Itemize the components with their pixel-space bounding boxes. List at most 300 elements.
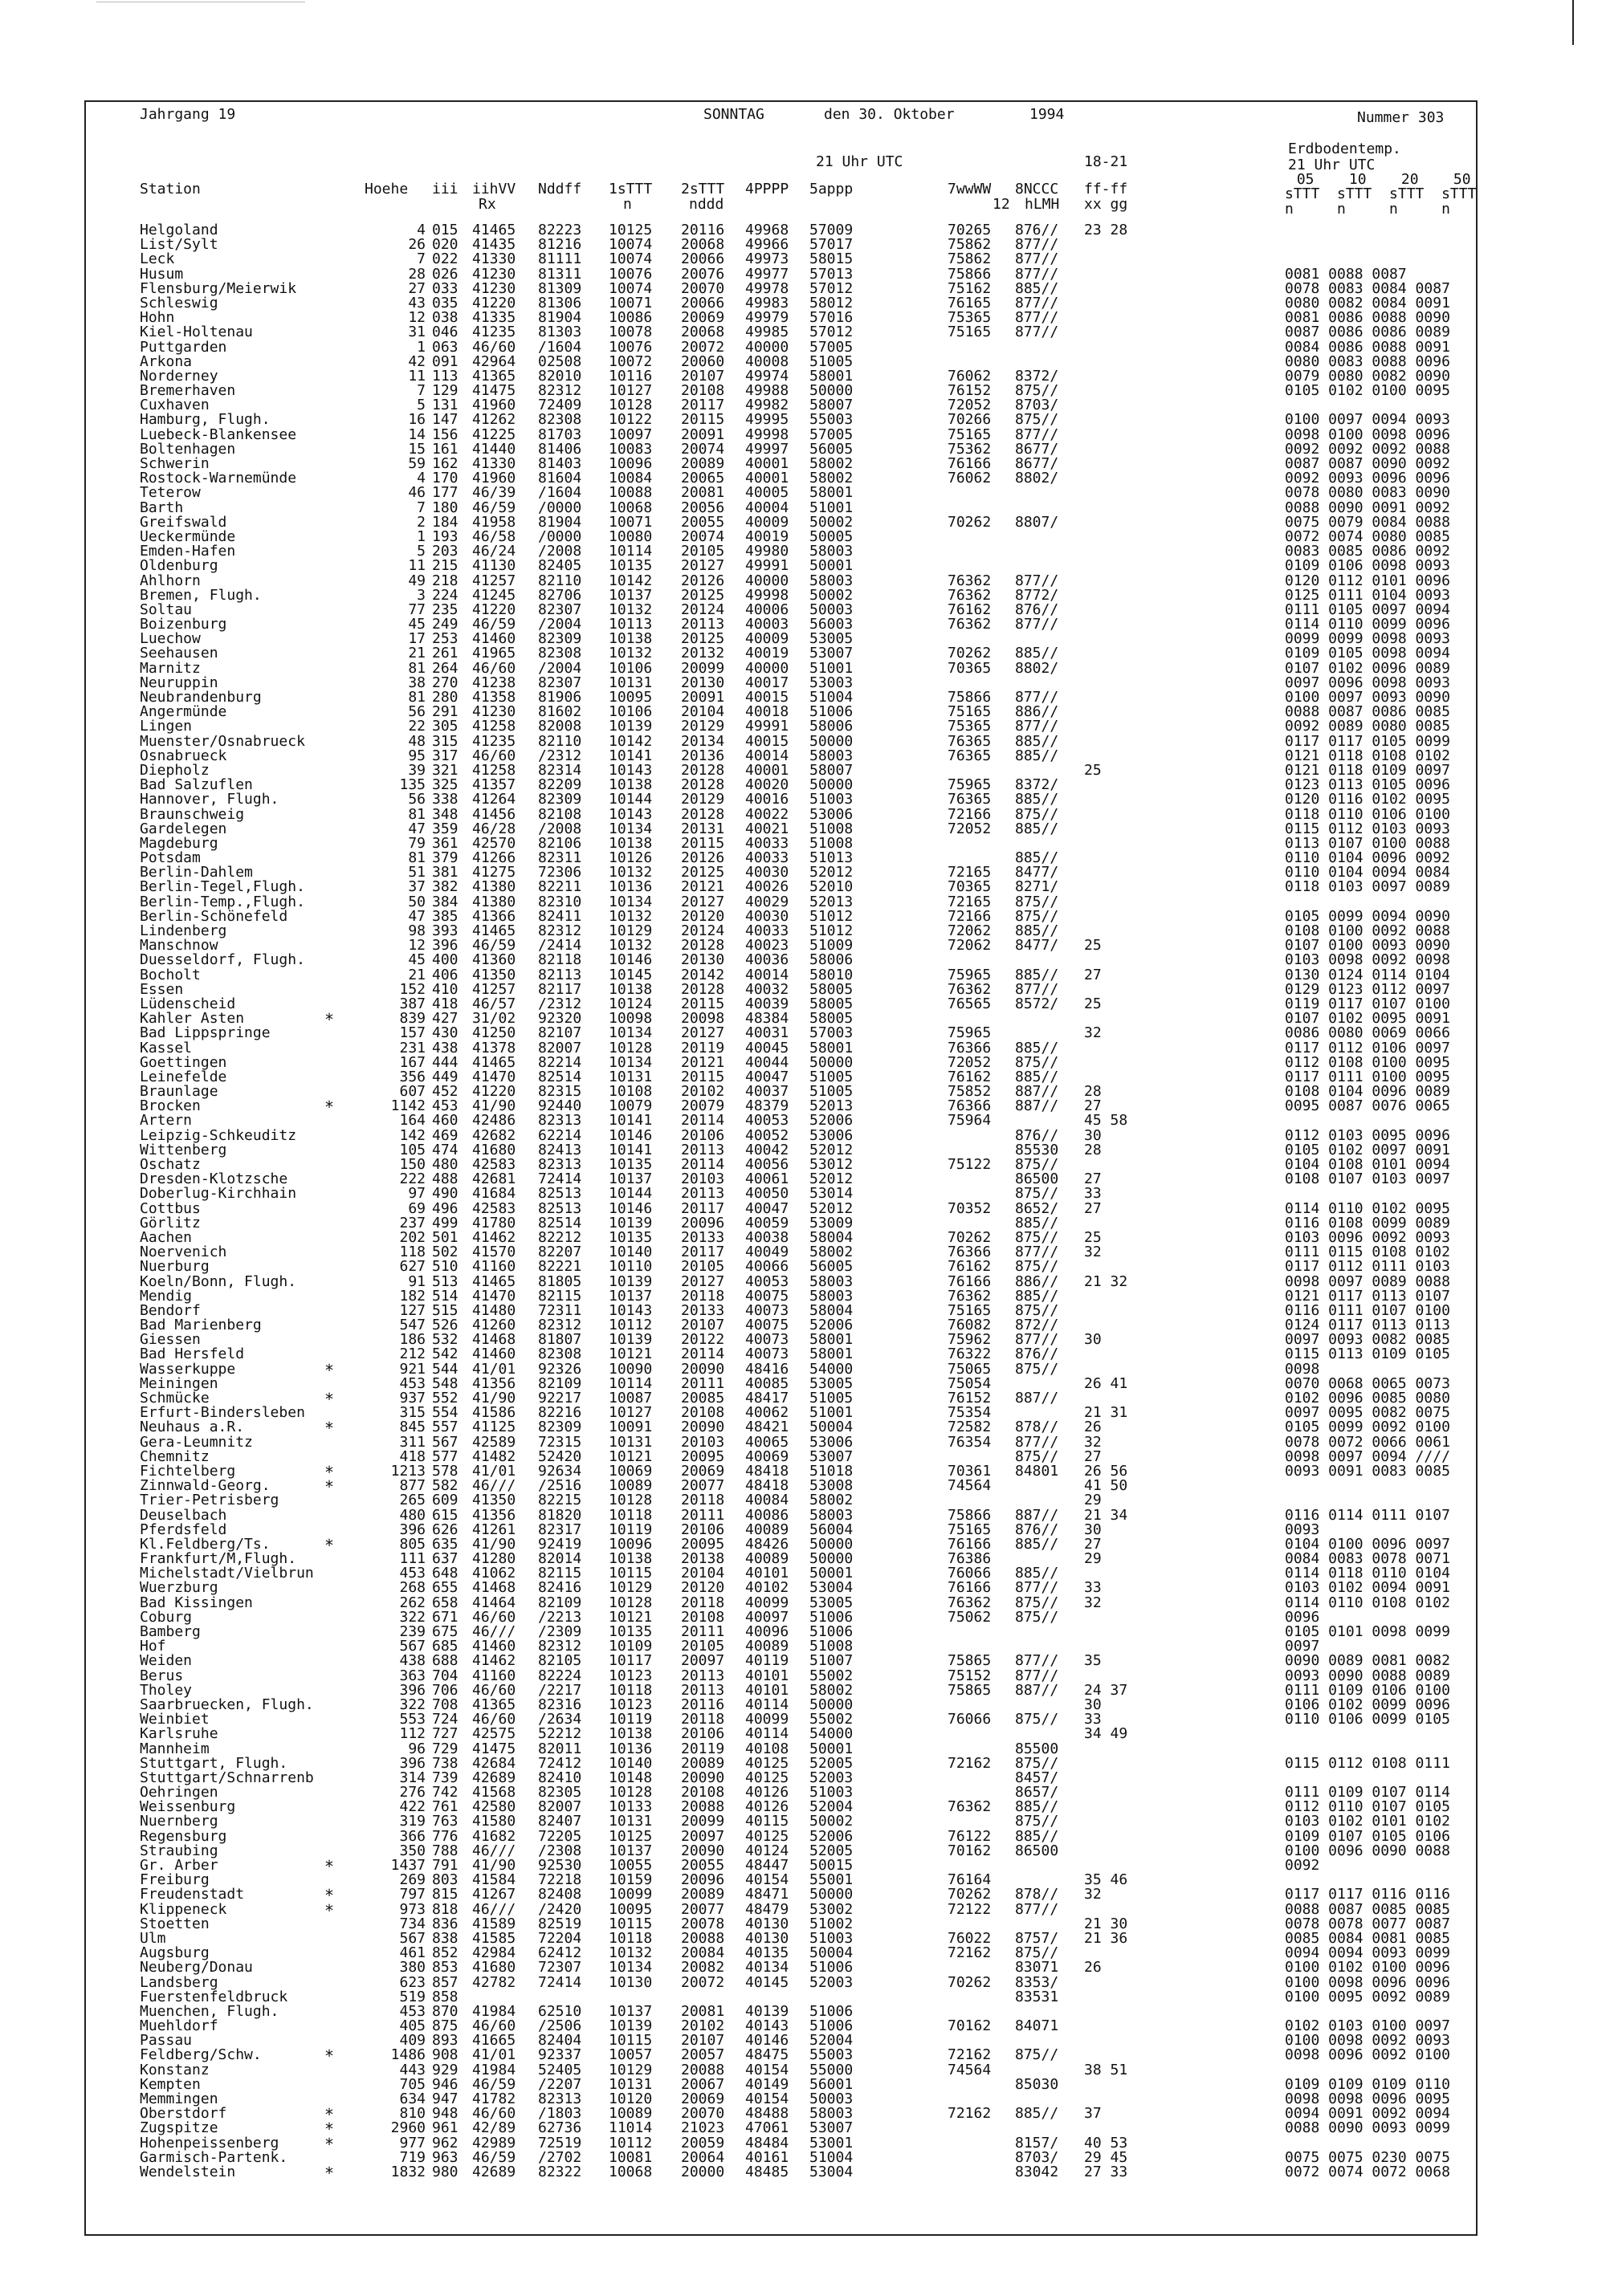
table-row: [0, 1857, 1606, 1876]
hoehe: 69: [408, 1199, 426, 1217]
hoehe: 212: [399, 1345, 426, 1363]
weather-7wwww: 76066: [948, 1711, 992, 1728]
station-id: 147: [432, 411, 459, 429]
iihvv: 41589: [472, 1915, 516, 1932]
mountain-star: *: [324, 1462, 335, 1482]
weather-7wwww: 76354: [948, 1433, 992, 1451]
temp-1sttt: 10137: [609, 1287, 653, 1305]
station-name: Neuberg/Donau: [140, 1959, 253, 1976]
pressure-4pppp: 40053: [745, 1272, 789, 1290]
iihvv: 41235: [472, 732, 516, 750]
station-id: 091: [432, 352, 459, 370]
weather-7wwww: 72062: [948, 937, 992, 955]
station-name: Bad Kissingen: [140, 1594, 253, 1611]
nddff: 81805: [538, 1272, 582, 1290]
hoehe: 453: [399, 2002, 426, 2020]
nddff: 82110: [538, 732, 582, 750]
hoehe: 405: [399, 2017, 426, 2035]
temp-1sttt: 10109: [609, 1638, 653, 1655]
temp-2sttt: 20120: [681, 1579, 725, 1597]
tendency-5appp: 50001: [809, 1740, 854, 1757]
nddff: /0000: [538, 527, 582, 545]
iihvv: 41480: [472, 1301, 516, 1319]
temp-2sttt: 20108: [681, 1608, 725, 1626]
tendency-5appp: 53005: [809, 1594, 854, 1611]
gust-ff: 27: [1084, 1447, 1102, 1465]
temp-2sttt: 20072: [681, 338, 725, 356]
clouds-8nccc: 875//: [1015, 2046, 1059, 2064]
nddff: 82309: [538, 630, 582, 648]
station-id: 708: [432, 1696, 459, 1713]
station-name: Kassel: [140, 1039, 193, 1056]
station-name: Gera-Leumnitz: [140, 1433, 253, 1451]
iihvv: 46///: [472, 1900, 516, 1918]
clouds-8nccc: 875//: [1015, 1156, 1059, 1173]
pressure-4pppp: 48418: [745, 1462, 789, 1480]
clouds-8nccc: 885//: [1015, 966, 1059, 983]
nddff: 81403: [538, 455, 582, 472]
station-name: Bad Salzuflen: [140, 776, 253, 794]
weather-7wwww: 75365: [948, 309, 992, 327]
clouds-8nccc: 875//: [1015, 1360, 1059, 1378]
pressure-4pppp: 40096: [745, 1623, 789, 1640]
clouds-8nccc: 8757/: [1015, 1929, 1059, 1947]
tendency-5appp: 52012: [809, 1199, 854, 1217]
tendency-5appp: 51006: [809, 1959, 854, 1976]
station-id: 609: [432, 1492, 459, 1509]
tendency-5appp: 52006: [809, 1827, 854, 1845]
temp-1sttt: 10136: [609, 1740, 653, 1757]
iihvv: 41470: [472, 1068, 516, 1085]
temp-1sttt: 10141: [609, 1112, 653, 1130]
temp-1sttt: 10119: [609, 1520, 653, 1538]
weather-7wwww: 76162: [948, 1068, 992, 1085]
station-name: Saarbruecken, Flugh.: [140, 1696, 314, 1713]
station-name: Giessen: [140, 1331, 201, 1349]
weather-7wwww: 76366: [948, 1097, 992, 1115]
station-name: Potsdam: [140, 849, 201, 867]
iihvv: 41378: [472, 1039, 516, 1056]
iihvv: 41456: [472, 805, 516, 823]
temp-2sttt: 20117: [681, 397, 725, 414]
station-id: 325: [432, 776, 459, 794]
station-name: Zinnwald-Georg.: [140, 1477, 271, 1495]
clouds-8nccc: 877//: [1015, 324, 1059, 341]
temp-1sttt: 10121: [609, 1345, 653, 1363]
soil-temps: 0105 0102 0100 0095: [1285, 382, 1450, 400]
temp-1sttt: 10108: [609, 1083, 653, 1101]
station-name: Boltenhagen: [140, 440, 236, 458]
station-name: Berus: [140, 1667, 184, 1684]
temp-1sttt: 10131: [609, 1813, 653, 1830]
station-name: Oberstdorf: [140, 2105, 227, 2123]
nddff: 81309: [538, 279, 582, 297]
station-id: 963: [432, 2148, 459, 2166]
pressure-4pppp: 40154: [745, 2090, 789, 2107]
issue-number: Nummer 303: [1357, 109, 1445, 126]
soil-temps: 0092 0089 0080 0085: [1285, 718, 1450, 735]
clouds-8nccc: 885//: [1015, 1535, 1059, 1553]
mountain-star: *: [324, 2163, 335, 2183]
clouds-8nccc: 875//: [1015, 382, 1059, 400]
hoehe: 453: [399, 1565, 426, 1582]
station-id: 893: [432, 2032, 459, 2050]
iihvv: 41782: [472, 2090, 516, 2107]
pressure-4pppp: 40037: [745, 1083, 789, 1101]
pressure-4pppp: 49998: [745, 425, 789, 443]
temp-1sttt: 10116: [609, 367, 653, 385]
pressure-4pppp: 40023: [745, 937, 789, 955]
station-id: 671: [432, 1608, 459, 1626]
station-name: Görlitz: [140, 1214, 201, 1231]
iihvv: 41/90: [472, 1390, 516, 1407]
temp-2sttt: 20078: [681, 1915, 725, 1932]
station-name: Leipzig-Schkeuditz: [140, 1126, 297, 1144]
iihvv: 41460: [472, 630, 516, 648]
station-name: Diepholz: [140, 761, 210, 779]
clouds-8nccc: 8657/: [1015, 1784, 1059, 1801]
station-id: 264: [432, 659, 459, 677]
tendency-5appp: 58002: [809, 1244, 854, 1261]
clouds-8nccc: 875//: [1015, 1754, 1059, 1772]
pressure-4pppp: 40099: [745, 1711, 789, 1728]
station-name: Feldberg/Schw.: [140, 2046, 262, 2064]
tendency-5appp: 58003: [809, 1272, 854, 1290]
nddff: 82404: [538, 2032, 582, 2050]
station-id: 315: [432, 732, 459, 750]
nddff: 72414: [538, 1973, 582, 1991]
temp-1sttt: 10098: [609, 1010, 653, 1028]
pressure-4pppp: 40108: [745, 1740, 789, 1757]
pressure-4pppp: 48379: [745, 1097, 789, 1115]
tendency-5appp: 58002: [809, 1492, 854, 1509]
station-name: Noervenich: [140, 1244, 227, 1261]
temp-2sttt: 20077: [681, 1477, 725, 1495]
temp-1sttt: 10132: [609, 907, 653, 925]
pressure-4pppp: 49991: [745, 557, 789, 575]
pressure-4pppp: 49977: [745, 265, 789, 283]
station-id: 046: [432, 324, 459, 341]
soil-temps: 0099 0099 0098 0093: [1285, 630, 1450, 648]
nddff: 81703: [538, 425, 582, 443]
station-id: 393: [432, 922, 459, 939]
clouds-8nccc: 875//: [1015, 893, 1059, 910]
temp-1sttt: 10112: [609, 2134, 653, 2151]
iihvv: 41580: [472, 1813, 516, 1830]
temp-2sttt: 20127: [681, 1024, 725, 1042]
gust-ff: 29: [1084, 1492, 1102, 1509]
temp-1sttt: 10123: [609, 1696, 653, 1713]
hoehe: 26: [408, 236, 426, 254]
weather-7wwww: 70265: [948, 222, 992, 238]
iihvv: 41160: [472, 1667, 516, 1684]
clouds-8nccc: 878//: [1015, 1886, 1059, 1903]
weather-7wwww: 75866: [948, 265, 992, 283]
temp-1sttt: 10141: [609, 747, 653, 764]
nddff: 82309: [538, 791, 582, 808]
hoehe: 186: [399, 1331, 426, 1349]
weather-7wwww: 75165: [948, 324, 992, 341]
soil-temps: 0097 0095 0082 0075: [1285, 1404, 1450, 1422]
table-row: [0, 2046, 1606, 2066]
iihvv: 41/01: [472, 2046, 516, 2064]
clouds-8nccc: 885//: [1015, 732, 1059, 750]
station-id: 161: [432, 440, 459, 458]
station-name: Kempten: [140, 2075, 201, 2093]
hoehe: 262: [399, 1594, 426, 1611]
iihvv: 41356: [472, 1374, 516, 1392]
station-id: 788: [432, 1842, 459, 1859]
station-id: 510: [432, 1258, 459, 1276]
hoehe: 810: [399, 2105, 426, 2123]
nddff: 82413: [538, 1141, 582, 1158]
temp-2sttt: 20103: [681, 1170, 725, 1188]
tendency-5appp: 53005: [809, 1374, 854, 1392]
tendency-5appp: 53006: [809, 1126, 854, 1144]
pressure-4pppp: 40084: [745, 1492, 789, 1509]
iihvv: 41230: [472, 279, 516, 297]
temp-1sttt: 10127: [609, 1404, 653, 1422]
table-row: [0, 1347, 1606, 1362]
iihvv: 42989: [472, 2134, 516, 2151]
soil-temps: 0084 0083 0078 0071: [1285, 1550, 1450, 1568]
nddff: 72412: [538, 1754, 582, 1772]
clouds-8nccc: 887//: [1015, 1506, 1059, 1524]
weather-7wwww: 72165: [948, 893, 992, 910]
temp-2sttt: 20114: [681, 1156, 725, 1173]
nddff: 82514: [538, 1068, 582, 1085]
mountain-star: *: [324, 2105, 335, 2125]
pressure-4pppp: 40119: [745, 1652, 789, 1670]
temp-2sttt: 20111: [681, 1374, 725, 1392]
temp-1sttt: 10134: [609, 893, 653, 910]
tendency-5appp: 55000: [809, 2061, 854, 2078]
range-label: 18-21: [1084, 153, 1128, 170]
weather-7wwww: 75062: [948, 1608, 992, 1626]
temp-1sttt: 10140: [609, 1754, 653, 1772]
iihvv: 46/60: [472, 1608, 516, 1626]
tendency-5appp: 53006: [809, 805, 854, 823]
weather-7wwww: 75365: [948, 718, 992, 735]
tendency-5appp: 51005: [809, 1390, 854, 1407]
tendency-5appp: 50000: [809, 382, 854, 400]
nddff: 82315: [538, 1083, 582, 1101]
nddff: 81904: [538, 513, 582, 531]
temp-2sttt: 20119: [681, 1039, 725, 1056]
hoehe: 81: [408, 849, 426, 867]
station-id: 430: [432, 1024, 459, 1042]
soil-temps: 0116 0114 0111 0107: [1285, 1506, 1450, 1524]
soil-temps: 0100 0098 0092 0093: [1285, 2032, 1450, 2050]
station-id: 218: [432, 572, 459, 589]
iihvv: 41357: [472, 776, 516, 794]
soil-temps: 0108 0100 0092 0088: [1285, 922, 1450, 939]
iihvv: 42984: [472, 1944, 516, 1962]
station-id: 980: [432, 2163, 459, 2180]
temp-1sttt: 10115: [609, 1915, 653, 1932]
station-id: 193: [432, 527, 459, 545]
pressure-4pppp: 40062: [745, 1404, 789, 1422]
iihvv: 46///: [472, 1623, 516, 1640]
iihvv: 41245: [472, 586, 516, 604]
pressure-4pppp: 40032: [745, 980, 789, 998]
station-id: 578: [432, 1462, 459, 1480]
iihvv: 41584: [472, 1871, 516, 1889]
table-row: [0, 238, 1606, 252]
temp-2sttt: 20133: [681, 1228, 725, 1246]
station-name: Emden-Hafen: [140, 543, 236, 560]
tendency-5appp: 58010: [809, 966, 854, 983]
temp-1sttt: 10138: [609, 1550, 653, 1568]
tendency-5appp: 52013: [809, 1097, 854, 1115]
station-id: 704: [432, 1667, 459, 1684]
soil-temps: 0080 0082 0084 0091: [1285, 294, 1450, 311]
pressure-4pppp: 49988: [745, 382, 789, 400]
tendency-5appp: 58003: [809, 1506, 854, 1524]
hoehe: 877: [399, 1477, 426, 1495]
hoehe: 1832: [390, 2163, 426, 2180]
gust-ff: 25: [1084, 761, 1102, 779]
iihvv: 41350: [472, 1492, 516, 1509]
temp-2sttt: 20060: [681, 352, 725, 370]
temp-2sttt: 20099: [681, 1813, 725, 1830]
hoehe: 202: [399, 1228, 426, 1246]
pressure-4pppp: 40033: [745, 922, 789, 939]
tendency-5appp: 53014: [809, 1185, 854, 1203]
iihvv: 42682: [472, 1126, 516, 1144]
nddff: 81306: [538, 294, 582, 311]
nddff: /1803: [538, 2105, 582, 2123]
soil-temps: 0110 0106 0099 0105: [1285, 1711, 1450, 1728]
temp-2sttt: 20115: [681, 411, 725, 429]
station-id: 496: [432, 1199, 459, 1217]
clouds-8nccc: 875//: [1015, 907, 1059, 925]
table-row: [0, 252, 1606, 267]
tendency-5appp: 53007: [809, 1447, 854, 1465]
temp-1sttt: 10113: [609, 616, 653, 633]
nddff: 72409: [538, 397, 582, 414]
soil-temps: 0088 0090 0091 0092: [1285, 499, 1450, 516]
pressure-4pppp: 40001: [745, 470, 789, 487]
soil-temps: 0100 0098 0096 0096: [1285, 1973, 1450, 1991]
nddff: 82308: [538, 645, 582, 662]
iihvv: 42689: [472, 1769, 516, 1786]
weather-7wwww: 75965: [948, 776, 992, 794]
temp-1sttt: 10069: [609, 1462, 653, 1480]
clouds-8nccc: 885//: [1015, 279, 1059, 297]
pressure-4pppp: 40044: [745, 1053, 789, 1071]
iihvv: 41435: [472, 236, 516, 254]
pressure-4pppp: 49995: [745, 411, 789, 429]
temp-2sttt: 20126: [681, 572, 725, 589]
nddff: 82312: [538, 382, 582, 400]
weather-7wwww: 76062: [948, 470, 992, 487]
soil-temps: 0092: [1285, 1857, 1320, 1874]
nddff: 72519: [538, 2134, 582, 2151]
clouds-8nccc: 8477/: [1015, 937, 1059, 955]
tendency-5appp: 50000: [809, 1696, 854, 1713]
clouds-8nccc: 885//: [1015, 2105, 1059, 2123]
pressure-4pppp: 40017: [745, 674, 789, 691]
tendency-5appp: 51012: [809, 907, 854, 925]
nddff: /2702: [538, 2148, 582, 2166]
station-name: Barth: [140, 499, 184, 516]
weather-7wwww: 74564: [948, 1477, 992, 1495]
hoehe: 81: [408, 659, 426, 677]
nddff: 72204: [538, 1929, 582, 1947]
temp-1sttt: 10128: [609, 1784, 653, 1801]
gust-ff: 27: [1084, 1097, 1102, 1115]
tendency-5appp: 57005: [809, 338, 854, 356]
pressure-4pppp: 48426: [745, 1535, 789, 1553]
nddff: 72414: [538, 1170, 582, 1188]
station-name: Trier-Petrisberg: [140, 1492, 279, 1509]
gust-ff: 40 53: [1084, 2134, 1128, 2151]
iihvv: 46/24: [472, 543, 516, 560]
station-name: Regensburg: [140, 1827, 227, 1845]
station-id: 063: [432, 338, 459, 356]
table-row: [0, 1886, 1606, 1906]
table-row: [0, 1187, 1606, 1201]
clouds-8nccc: 885//: [1015, 1798, 1059, 1816]
hoehe: 135: [399, 776, 426, 794]
tendency-5appp: 56004: [809, 1520, 854, 1538]
hoehe: 396: [399, 1681, 426, 1699]
nddff: 82223: [538, 222, 582, 238]
station-id: 803: [432, 1871, 459, 1889]
pressure-4pppp: 49983: [745, 294, 789, 311]
hoehe: 705: [399, 2075, 426, 2093]
iihvv: 46/59: [472, 937, 516, 955]
temp-2sttt: 20088: [681, 1929, 725, 1947]
station-id: 449: [432, 1068, 459, 1085]
temp-2sttt: 20116: [681, 1696, 725, 1713]
weather-7wwww: 75354: [948, 1404, 992, 1422]
hoehe: 418: [399, 1447, 426, 1465]
clouds-8nccc: 8772/: [1015, 586, 1059, 604]
tendency-5appp: 53012: [809, 1156, 854, 1173]
temp-2sttt: 20095: [681, 1535, 725, 1553]
tendency-5appp: 58003: [809, 572, 854, 589]
clouds-8nccc: 885//: [1015, 1039, 1059, 1056]
temp-2sttt: 20120: [681, 907, 725, 925]
station-name: Luechow: [140, 630, 201, 648]
tendency-5appp: 51004: [809, 2148, 854, 2166]
nddff: 82211: [538, 878, 582, 896]
temp-1sttt: 10159: [609, 1871, 653, 1889]
station-name: Nuernberg: [140, 1813, 218, 1830]
iihvv: 41585: [472, 1929, 516, 1947]
tendency-5appp: 58006: [809, 718, 854, 735]
nddff: 92337: [538, 2046, 582, 2064]
hoehe: 1: [417, 338, 426, 356]
table-row: [0, 805, 1606, 823]
station-id: 129: [432, 382, 459, 400]
soil-temps: 0107 0100 0093 0090: [1285, 937, 1450, 955]
tendency-5appp: 52003: [809, 1769, 854, 1786]
gust-ff: 26 56: [1084, 1462, 1128, 1480]
clouds-8nccc: 875//: [1015, 1447, 1059, 1465]
weather-7wwww: 70262: [948, 513, 992, 531]
table-row: [0, 1742, 1606, 1757]
weather-7wwww: 75362: [948, 440, 992, 458]
station-name: Cottbus: [140, 1199, 201, 1217]
pressure-4pppp: 40005: [745, 484, 789, 502]
iihvv: 46/58: [472, 527, 516, 545]
tendency-5appp: 57009: [809, 222, 854, 238]
temp-2sttt: 20091: [681, 689, 725, 706]
weather-7wwww: 75962: [948, 1331, 992, 1349]
